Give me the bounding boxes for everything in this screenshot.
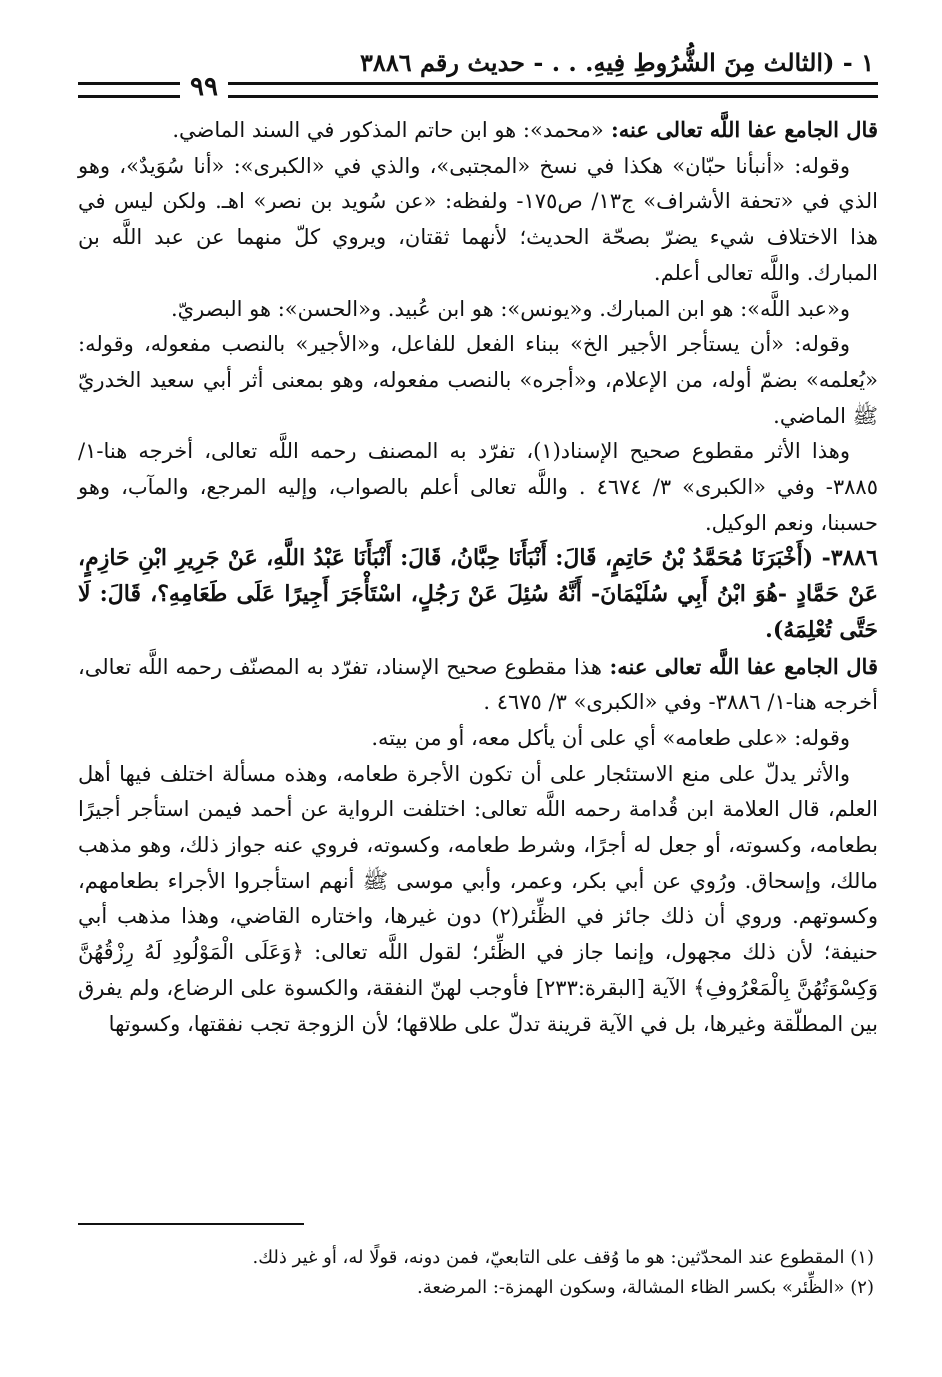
paragraph-text: وهذا الأثر مقطوع صحيح الإسناد(١)، تفرّد به المصنف رحمه اللَّه تعالى، أخرجه هنا-١/ ٣٨٨٥- وفي «الكبرى» ٣/ ٤٦٧٤ . واللَّه تعالى أعلم بالصواب، وإليه المرجع، والمآب، وهو حسبنا، ونعم الوكيل. xyxy=(78,439,878,535)
paragraph xyxy=(78,112,878,149)
hadith-text xyxy=(78,541,878,648)
main-text xyxy=(78,112,878,1042)
paragraph-bold-lead: قال الجامع عفا اللَّه تعالى عنه: xyxy=(601,653,878,679)
paragraph-text: وقوله: «على طعامه» أي على أن يأكل معه، أو من بيته. xyxy=(371,725,850,750)
paragraph-text: والأثر يدلّ على منع الاستئجار على أن تكون الأجرة طعامه، وهذه مسألة اختلف فيها أهل العلم، قال العلامة ابن قُدامة رحمه اللَّه تعالى: اختلفت الرواية عن أحمد فيمن استأجر أجيرًا بطعامه، وكسوته، أو جعل له أجرًا، وشرط طعامه، وكسوته، فروي عنه جواز ذلك، وهو مذهب مالك، وإسحاق. ورُوي عن أبي بكر، وعمر، وأبي موسى ﷺ أنهم استأجروا الأجراء بطعامهم، وكسوتهم. وروي أن ذلك جائز في الظِّئر(٢) دون غيرها، واختاره القاضي، وهذا مذهب أبي حنيفة؛ لأن ذلك مجهول، وإنما جاز في الظِّئر؛ لقول اللَّه تعالى: ﴿وَعَلَى الْمَوْلُودِ لَهُ رِزْقُهُنَّ وَكِسْوَتُهُنَّ بِالْمَعْرُوفِ﴾ الآية [البقرة:٢٣٣] فأوجب لهنّ النفقة، والكسوة على الرضاع، ولم يفرق بين المطلّقة وغيرها، بل في الآية قرينة تدلّ على طلاقها؛ لأن الزوجة تجب نفقتها، وكسوتها xyxy=(78,761,879,1036)
paragraph-text: و«عبد اللَّه»: هو ابن المبارك. و«يونس»: هو ابن عُبيد. و«الحسن»: هو البصريّ. xyxy=(170,296,850,321)
paragraph-text: وقوله: «أن يستأجر الأجير الخ» ببناء الفعل للفاعل، و«الأجير» بالنصب مفعوله، وقوله: «يُعلمه» بضمّ أوله، من الإعلام، و«أجره» بالنصب مفعوله، وهو بمعنى أثر أبي سعيد الخدريّ ﷺ الماضي. xyxy=(78,332,878,428)
paragraph xyxy=(78,649,878,721)
hadith-body: ٣٨٨٦- (أَخْبَرَنَا مُحَمَّدُ بْنُ حَاتِمٍ، قَالَ: أَنْبَأَنَا حِبَّانُ، قَالَ: أَنْبَأَنَا عَبْدُ اللَّهِ، عَنْ جَرِيرِ ابْنِ حَازِمٍ، عَنْ حَمَّادٍ -هُوَ ابْنُ أَبِي سُلَيْمَانَ- أَنَّهُ سُئِلَ عَنْ رَجُلٍ، اسْتَأْجَرَ أَجِيرًا عَلَى طَعَامِهِ؟، قَالَ: لَا حَتَّى تُعْلِمَهُ). xyxy=(78,545,878,643)
paragraph-bold-lead: قال الجامع عفا اللَّه تعالى عنه: xyxy=(603,117,878,142)
paragraph-text: «محمد»: هو ابن حاتم المذكور في السند الماضي. xyxy=(172,118,604,142)
footnotes xyxy=(78,1243,874,1303)
paragraph xyxy=(78,434,878,541)
page-number: ٩٩ xyxy=(180,72,228,102)
paragraph xyxy=(78,327,878,434)
book-page xyxy=(78,40,878,1340)
paragraph xyxy=(78,757,878,1043)
paragraph xyxy=(78,292,878,328)
footnote-separator xyxy=(78,1223,304,1225)
page-header xyxy=(78,40,878,106)
paragraph xyxy=(78,149,878,292)
footnote: (١) المقطوع عند المحدّثين: هو ما وُقف على التابعيّ، فمن دونه، قولًا له، أو غير ذلك. xyxy=(252,1247,874,1268)
paragraph-text: وقوله: «أنبأنا حبّان» هكذا في نسخ «المجتبى»، والذي في «الكبرى»: «أنا سُوَيدٌ»، وهو الذي في «تحفة الأشراف» ج١٣/ ص١٧٥- ولفظه: «عن سُويد بن نصر» اهـ. ولكن ليس في هذا الاختلاف شيء يضرّ بصحّة الحديث؛ لأنهما ثقتان، ويروي كلّ منهما عن عبد اللَّه بن المبارك. واللَّه تعالى أعلم. xyxy=(78,153,878,285)
running-head: ١ - (الثالث مِنَ الشُّرُوطِ فِيهِ. . . - حديث رقم ٣٨٨٦ xyxy=(360,48,874,77)
paragraph xyxy=(78,721,878,757)
paragraph-text: هذا مقطوع صحيح الإسناد، تفرّد به المصنّف رحمه اللَّه تعالى، أخرجه هنا-١/ ٣٨٨٦- وفي «الكبرى» ٣/ ٤٦٧٥ . xyxy=(78,654,878,715)
footnote: (٢) «الظِّئر» بكسر الظاء المشالة، وسكون الهمزة-: المرضعة. xyxy=(416,1277,874,1298)
